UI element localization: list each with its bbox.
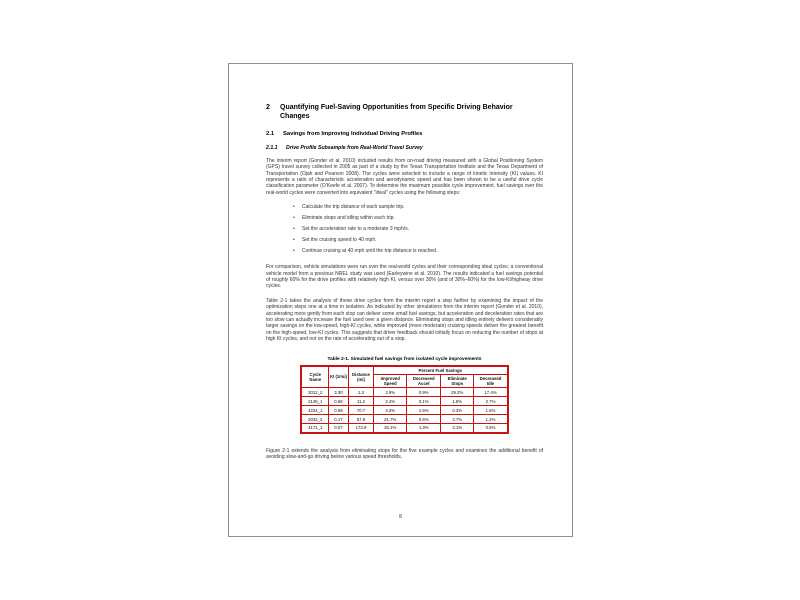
table-cell: 2.9% [373, 388, 407, 397]
paragraph-figure-reference: Figure 2-1 extends the analysis from eliminating stops for the five example cycles and examines the additional benefit of avoiding slow-and-go driving below various speed thresholds. [266, 447, 543, 461]
table-row [301, 397, 507, 406]
col-header-decreased-idle: Decreased Idle [474, 374, 508, 387]
table-cell: 1.3 [348, 388, 373, 397]
table-row [301, 415, 507, 424]
table-cell: 1.5% [407, 406, 441, 415]
list-item: • Set the acceleration rate to a moderate 3 mph/s. [293, 226, 543, 232]
list-item: • Eliminate stops and idling within each trip. [293, 215, 543, 221]
col-header-decreased-accel: Decreased Accel [407, 374, 441, 387]
section-heading [266, 131, 543, 138]
table-cell: 21.7% [373, 415, 407, 424]
table-cell: 2.7% [440, 415, 474, 424]
col-header-percent-fuel-savings: Percent Fuel Savings [373, 366, 507, 375]
chapter-title: Quantifying Fuel-Saving Opportunities from Specific Driving Behavior Changes [280, 104, 513, 120]
table-cell: 1.5% [440, 397, 474, 406]
subsection-heading [266, 145, 543, 152]
subsection-number: 2.1.1 [266, 145, 278, 152]
table-cell: 4171_1 [301, 424, 328, 433]
list-item: • Set the cruising speed to 40 mph. [293, 237, 543, 243]
table-cell: 2.7% [474, 397, 508, 406]
table-cell: 3.3% [373, 406, 407, 415]
table-cell: 29.2% [440, 388, 474, 397]
col-header-cycle-name: Cycle Name [301, 366, 328, 388]
table-cell: 0.5% [474, 424, 508, 433]
table-cell: 0.59 [328, 406, 348, 415]
paragraph-simulation-results: For comparison, vehicle simulations were run over the real-world cycles and their corresponding ideal cycles; a conventional vehicle model from a previous NREL study was used (Earleywine et al. 2010). The results indicated a fuel savings potential of roughly 60% for the drive profiles with relatively high KI, versus over 30% (and of 30%–60%) for the low-KI/highway drive cycles. [266, 264, 543, 290]
col-header-improved-speed: Improved Speed [373, 374, 407, 387]
table-cell: 1.3% [407, 424, 441, 433]
table-cell: 57.8 [348, 415, 373, 424]
table-cell: 0.9% [407, 388, 441, 397]
table-cell: 17.4% [474, 388, 508, 397]
paragraph-intro: The interim report (Gonder et al. 2010) included results from on-road driving measured with a Global Positioning System (GPS) travel survey collected in 2005 as part of a study by the Texas Transportation Institute and the Texas Department of Transportation (Ojah and Pearson 2008). The cycles were selected to include a range of kinetic intensity (KI) values. KI represents a ratio of characteristic acceleration and aerodynamic speed and has been shown to be a useful drive cycle classification parameter (O'Keefe et al. 2007). To determine the maximum possible cycle improvement, fuel savings over the real-world cycles were converted into equivalent “ideal” cycles using the following steps: [266, 157, 543, 196]
table-row [301, 406, 507, 415]
paragraph-table-discussion: Table 2-1 takes the analysis of these drive cycles from the interim report a step further by examining the impact of the optimization steps one at a time in isolation. As indicated by other simulations from the interim report (Gonder et al. 2010), accelerating more gently from each stop can deliver some small fuel savings, but acceleration and deceleration rates that are too slow can actually increase the fuel used over a given distance. Eliminating stops and idling entirely delivers considerably larger savings on the low-speed, high-KI cycles, while improved (more moderate) cruising speeds deliver the greatest benefit on the high-speed, low-KI cycles. This suggests that driver feedback should initially focus on reducing the number of stops at high KI cycles, and not on the rate of accelerating out of a stop. [266, 297, 543, 343]
col-header-distance: Distance (mi) [348, 366, 373, 388]
table-cell: 26.1% [373, 424, 407, 433]
chapter-number: 2 [266, 104, 270, 111]
section-number: 2.1 [266, 131, 275, 138]
list-item: • Continue cruising at 40 mph until the trip distance is reached. [293, 248, 543, 254]
report-page [228, 63, 573, 537]
col-header-eliminate-stops: Eliminate Stops [440, 374, 474, 387]
table-cell: 4234_1 [301, 406, 328, 415]
table-cell: 2145_1 [301, 397, 328, 406]
page-content [266, 104, 543, 469]
table-row [301, 388, 507, 397]
page-number: 8 [399, 514, 402, 520]
table-cell: 2032_2 [301, 415, 328, 424]
table-cell: 0.68 [328, 397, 348, 406]
ideal-cycle-steps-list [293, 204, 543, 254]
fuel-savings-table [300, 365, 508, 434]
table-cell: 3.30 [328, 388, 348, 397]
table-cell: 0.17 [328, 415, 348, 424]
table-cell: 2.4% [373, 397, 407, 406]
list-item: • Calculate the trip distance of each sample trip. [293, 204, 543, 210]
section-title: Savings from Improving Individual Driving Profiles [283, 131, 423, 138]
table-caption: Table 2-1. Simulated fuel savings from isolated cycle improvements [327, 356, 482, 362]
col-header-ki: KI (1/mi) [328, 366, 348, 388]
table-cell: 0.3% [440, 406, 474, 415]
table-header-row [301, 366, 507, 375]
table-row [301, 424, 507, 433]
subsection-title: Drive Profile Subsample from Real-World Travel Survey [286, 145, 423, 152]
table-cell: 1.2% [474, 415, 508, 424]
chapter-heading [266, 104, 543, 121]
table-cell: 0.07 [328, 424, 348, 433]
table-cell: 0.1% [407, 397, 441, 406]
table-cell: 11.2 [348, 397, 373, 406]
table-cell: 2012_2 [301, 388, 328, 397]
table-cell: 173.9 [348, 424, 373, 433]
table-cell: 2.1% [440, 424, 474, 433]
table-cell: 0.5% [407, 415, 441, 424]
table-cell: 1.5% [474, 406, 508, 415]
table-cell: 70.7 [348, 406, 373, 415]
